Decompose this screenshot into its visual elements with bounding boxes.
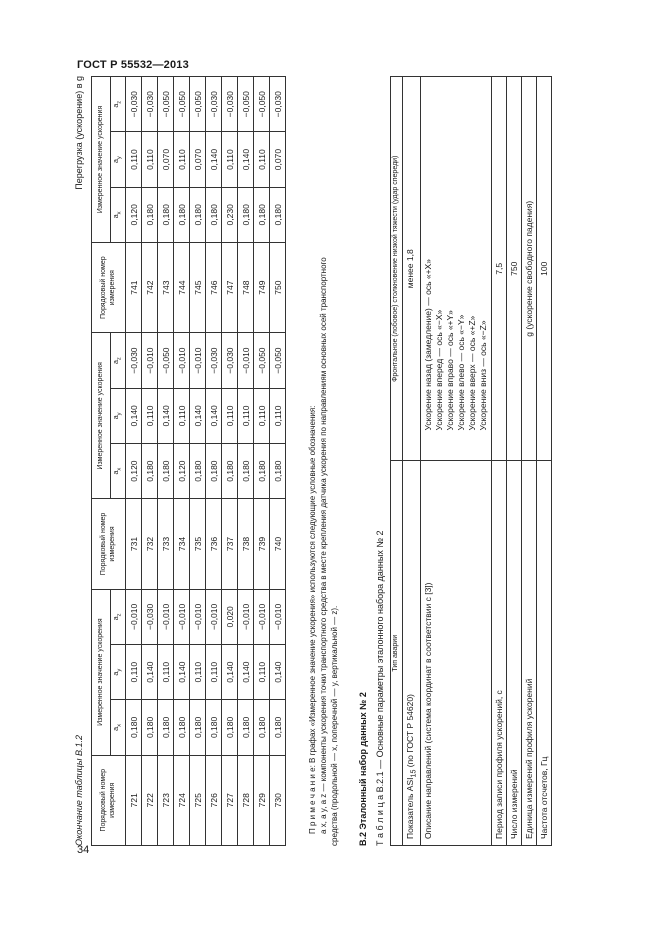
ax-header: $a_x$ <box>111 187 126 242</box>
note-line: a x, a y, a z — компоненты ускорения точки транспортного средства в месте крепления датчика ускорения по направлениям основных осей транспортного <box>318 257 328 834</box>
document-header: ГОСТ Р 55532—2013 <box>77 59 189 71</box>
table-cell: 750 <box>270 242 286 332</box>
table-cell: 0,110 <box>254 132 270 187</box>
table-cell: 0,180 <box>222 700 238 755</box>
table-cell: 0,110 <box>238 388 254 443</box>
table-cell: 0,110 <box>126 132 142 187</box>
table-cell: 739 <box>254 499 270 589</box>
parameters-table <box>390 76 552 846</box>
direction-item: Ускорение вперед — ось «−X» <box>433 309 444 431</box>
table-row <box>190 77 206 846</box>
table-cell: 0,180 <box>238 443 254 498</box>
table-cell: 0,180 <box>190 700 206 755</box>
table-cell: −0,010 <box>142 333 158 388</box>
table-cell: 0,140 <box>238 645 254 700</box>
table-cell: 737 <box>222 499 238 589</box>
table-row <box>254 77 270 846</box>
table-cell: 723 <box>158 755 174 845</box>
table-row <box>238 77 254 846</box>
table-cell: 733 <box>158 499 174 589</box>
table-cell: 0,180 <box>254 187 270 242</box>
table-cell: 0,110 <box>126 645 142 700</box>
value-cell: 750 <box>506 77 521 462</box>
table-cell: 0,180 <box>254 443 270 498</box>
table-cell: 741 <box>126 242 142 332</box>
table-cell: −0,030 <box>142 77 158 132</box>
table-cell: 0,110 <box>254 645 270 700</box>
table-cell: 0,180 <box>238 700 254 755</box>
note-line: средства (продольной — x, поперечной — y, вертикальной — z). <box>329 605 339 846</box>
table-cell: 0,110 <box>206 645 222 700</box>
table-cell: 0,180 <box>174 187 190 242</box>
table-cell: 0,180 <box>222 443 238 498</box>
ay-header: $a_y$ <box>111 132 126 187</box>
table-cell: 0,110 <box>254 388 270 443</box>
table-cell: −0,030 <box>270 77 286 132</box>
table-cell: 0,140 <box>142 645 158 700</box>
table-note <box>308 76 340 846</box>
param-cell: Число измерений <box>506 461 521 846</box>
table-cell: −0,010 <box>206 589 222 644</box>
ax-header: $a_x$ <box>111 700 126 755</box>
table-cell: 0,180 <box>206 443 222 498</box>
table-cell: 740 <box>270 499 286 589</box>
table-cell: 731 <box>126 499 142 589</box>
table-cell: 0,180 <box>126 700 142 755</box>
order-header: Порядковый номер измерения <box>92 242 126 332</box>
table-cell: 748 <box>238 242 254 332</box>
value-cell: 7,5 <box>491 77 506 462</box>
table-cell: 738 <box>238 499 254 589</box>
table-cell: −0,050 <box>254 333 270 388</box>
param-cell: Период записи профиля ускорений, с <box>491 461 506 846</box>
table1-caption: Окончание таблицы В.1.2 <box>74 735 84 846</box>
table-cell: 0,180 <box>270 187 286 242</box>
table-cell: −0,050 <box>174 77 190 132</box>
table-cell: 0,140 <box>190 388 206 443</box>
table-cell: 0,180 <box>270 443 286 498</box>
table-cell: 0,020 <box>222 589 238 644</box>
table-cell: −0,050 <box>254 77 270 132</box>
note-line: П р и м е ч а н и е: В графах «Измеренное значение ускорения» используются следующие условные обозначения: <box>308 405 317 834</box>
table-cell: 0,180 <box>254 700 270 755</box>
table-cell: 726 <box>206 755 222 845</box>
table-cell: −0,030 <box>126 333 142 388</box>
param-cell: Показатель $ASI_{15}$ (по ГОСТ Р 54620) <box>403 461 421 846</box>
value-cell: 100 <box>536 77 551 462</box>
value-cell <box>420 77 491 462</box>
table-cell: 0,180 <box>270 700 286 755</box>
table-cell: 0,180 <box>206 700 222 755</box>
ay-header: $a_y$ <box>111 388 126 443</box>
table-row <box>206 77 222 846</box>
table-row <box>142 77 158 846</box>
table-cell: 0,070 <box>270 132 286 187</box>
page-number: 34 <box>77 844 90 856</box>
table-cell: 734 <box>174 499 190 589</box>
table-cell: 0,140 <box>222 645 238 700</box>
table-cell: 0,180 <box>158 187 174 242</box>
table-cell: 0,110 <box>190 645 206 700</box>
table-cell: 721 <box>126 755 142 845</box>
table-cell: 735 <box>190 499 206 589</box>
table-cell: 749 <box>254 242 270 332</box>
table-cell: 0,180 <box>190 443 206 498</box>
table-cell: −0,010 <box>190 333 206 388</box>
table-cell: 0,180 <box>238 187 254 242</box>
table-cell: 0,120 <box>126 187 142 242</box>
table-cell: 0,140 <box>270 645 286 700</box>
table-cell: −0,050 <box>158 77 174 132</box>
az-header: $a_z$ <box>111 77 126 132</box>
direction-item: Ускорение влево — ось «−Y» <box>455 314 466 431</box>
measured-header: Измеренное значение ускорения <box>92 589 111 755</box>
table-cell: 0,140 <box>238 132 254 187</box>
table-cell: 0,110 <box>142 132 158 187</box>
direction-item: Ускорение вправо — ось «+Y» <box>444 310 455 431</box>
table-cell: 747 <box>222 242 238 332</box>
table-row <box>126 77 142 846</box>
table-cell: 725 <box>190 755 206 845</box>
table-cell: 727 <box>222 755 238 845</box>
table-cell: 0,120 <box>174 443 190 498</box>
table-cell: −0,030 <box>222 333 238 388</box>
table-cell: −0,010 <box>174 333 190 388</box>
measurements-table-body <box>126 77 286 846</box>
table-cell: −0,050 <box>190 77 206 132</box>
table-cell: 732 <box>142 499 158 589</box>
ay-header: $a_y$ <box>111 645 126 700</box>
table-cell: 0,110 <box>174 132 190 187</box>
table-cell: −0,050 <box>238 77 254 132</box>
table-row <box>174 77 190 846</box>
direction-item: Ускорение вниз — ось «−Z» <box>477 320 488 431</box>
table-cell: 0,070 <box>190 132 206 187</box>
value-cell: g (ускорение свободного падения) <box>521 77 536 462</box>
table-cell: 742 <box>142 242 158 332</box>
table-cell: 0,110 <box>222 388 238 443</box>
ax-header: $a_x$ <box>111 443 126 498</box>
table-cell: −0,050 <box>270 333 286 388</box>
table-cell: −0,030 <box>206 333 222 388</box>
table-cell: 0,230 <box>222 187 238 242</box>
table-cell: 0,180 <box>142 700 158 755</box>
param-cell: Частота отсчетов, Гц <box>536 461 551 846</box>
table-cell: −0,010 <box>158 589 174 644</box>
measured-header: Измеренное значение ускорения <box>92 333 111 499</box>
value-header: Фронтальное (лобовое) столкновение низкой тяжести (удар спереди) <box>391 77 403 462</box>
rotated-content <box>62 76 622 846</box>
direction-item: Ускорение вверх — ось «+Z» <box>466 315 477 431</box>
table-cell: 729 <box>254 755 270 845</box>
table1-unit-caption: Перегрузка (ускорение) в g <box>74 76 84 190</box>
table-cell: 724 <box>174 755 190 845</box>
table-cell: −0,050 <box>158 333 174 388</box>
table-cell: 0,120 <box>126 443 142 498</box>
az-header: $a_z$ <box>111 589 126 644</box>
table-cell: −0,030 <box>222 77 238 132</box>
table-cell: 0,140 <box>206 388 222 443</box>
table-row <box>270 77 286 846</box>
table-cell: 0,180 <box>206 187 222 242</box>
param-cell: Описание направлений (система координат в соответствии с [3]) <box>420 461 491 846</box>
table-cell: 722 <box>142 755 158 845</box>
order-header: Порядковый номер измерения <box>92 755 126 845</box>
table-cell: 0,180 <box>142 187 158 242</box>
param-header: Тип аварии <box>391 461 403 846</box>
table-cell: −0,010 <box>254 589 270 644</box>
table-cell: 746 <box>206 242 222 332</box>
table-cell: −0,030 <box>206 77 222 132</box>
table-cell: 0,110 <box>174 388 190 443</box>
table-cell: 0,070 <box>158 132 174 187</box>
table-cell: −0,030 <box>126 77 142 132</box>
table-cell: 0,110 <box>142 388 158 443</box>
table2-caption: Т а б л и ц а В.2.1 — Основные параметры эталонного набора данных № 2 <box>375 530 385 846</box>
table-cell: 0,180 <box>158 700 174 755</box>
table-cell: 730 <box>270 755 286 845</box>
table-cell: −0,030 <box>142 589 158 644</box>
table-cell: 744 <box>174 242 190 332</box>
table-cell: 0,180 <box>158 443 174 498</box>
table-row <box>222 77 238 846</box>
table-cell: 0,110 <box>158 645 174 700</box>
table-cell: 736 <box>206 499 222 589</box>
table-cell: 0,110 <box>270 388 286 443</box>
table-cell: 0,180 <box>190 187 206 242</box>
order-header: Порядковый номер измерения <box>92 499 126 589</box>
section-heading: В.2 Эталонный набор данных № 2 <box>358 692 368 846</box>
table-cell: 745 <box>190 242 206 332</box>
table-cell: 743 <box>158 242 174 332</box>
table-cell: −0,010 <box>238 589 254 644</box>
table-row <box>158 77 174 846</box>
direction-item: Ускорение назад (замедление) — ось «+X» <box>422 259 433 431</box>
measured-header: Измеренное значение ускорения <box>92 77 111 243</box>
value-cell: менее 1,8 <box>403 77 421 462</box>
table-cell: −0,010 <box>238 333 254 388</box>
table-cell: 0,180 <box>142 443 158 498</box>
param-cell: Единица измерений профиля ускорений <box>521 461 536 846</box>
table-cell: 0,140 <box>206 132 222 187</box>
measurements-table <box>91 76 286 846</box>
table-cell: 0,140 <box>126 388 142 443</box>
az-header: $a_z$ <box>111 333 126 388</box>
table-cell: 0,140 <box>158 388 174 443</box>
table-cell: 728 <box>238 755 254 845</box>
table-cell: 0,140 <box>174 645 190 700</box>
table-cell: −0,010 <box>190 589 206 644</box>
table-cell: −0,010 <box>174 589 190 644</box>
table-cell: 0,110 <box>222 132 238 187</box>
table-cell: −0,010 <box>270 589 286 644</box>
table-cell: 0,180 <box>174 700 190 755</box>
table-cell: −0,010 <box>126 589 142 644</box>
